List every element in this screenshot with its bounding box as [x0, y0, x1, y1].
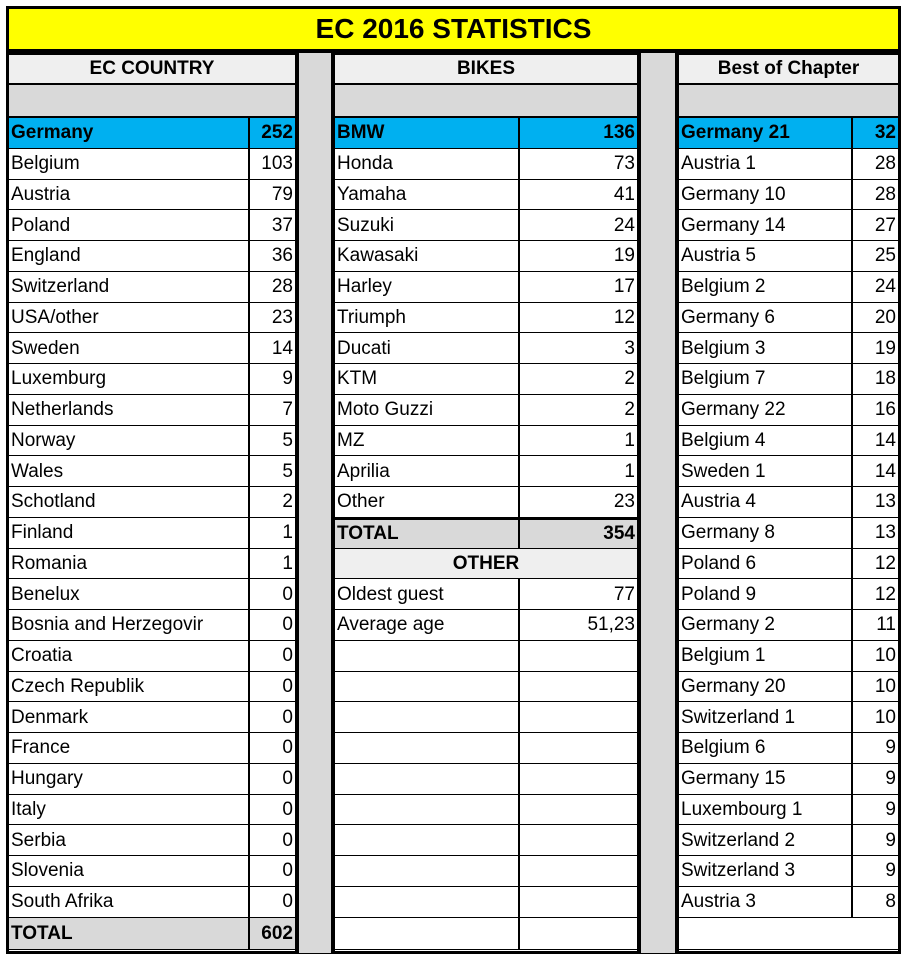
- country-count-cell: 0: [249, 609, 298, 641]
- chapter-name-cell: Germany 20: [676, 671, 852, 703]
- country-count-cell: 23: [249, 302, 298, 334]
- chapter-score-cell: 25: [852, 240, 901, 272]
- chapter-score-cell: 27: [852, 209, 901, 241]
- country-count-cell: 79: [249, 179, 298, 211]
- best-column-header: Best of Chapter: [676, 52, 901, 84]
- chapter-score-cell: 13: [852, 486, 901, 518]
- country-count-cell: 37: [249, 209, 298, 241]
- other-label-cell: Average age: [332, 609, 519, 641]
- chapter-name-cell: Germany 14: [676, 209, 852, 241]
- bike-count-cell: 136: [519, 117, 640, 149]
- empty-cell: [519, 671, 640, 703]
- bike-count-cell: 41: [519, 179, 640, 211]
- country-count-cell: 7: [249, 394, 298, 426]
- empty-cell: [332, 917, 519, 951]
- empty-cell: [332, 732, 519, 764]
- country-count-cell: 14: [249, 332, 298, 364]
- country-name-cell: Benelux: [6, 578, 249, 610]
- bike-brand-cell: Yamaha: [332, 179, 519, 211]
- bike-brand-cell: Moto Guzzi: [332, 394, 519, 426]
- chapter-name-cell: Germany 10: [676, 179, 852, 211]
- country-name-cell: Luxemburg: [6, 363, 249, 395]
- country-name-cell: Bosnia and Herzegovir: [6, 609, 249, 641]
- chapter-score-cell: 11: [852, 609, 901, 641]
- country-name-cell: Norway: [6, 425, 249, 457]
- chapter-score-cell: 24: [852, 271, 901, 303]
- chapter-score-cell: 9: [852, 763, 901, 795]
- chapter-score-cell: 28: [852, 179, 901, 211]
- bikes-total-value: 354: [519, 517, 640, 549]
- empty-cell: [332, 886, 519, 918]
- country-name-cell: Romania: [6, 548, 249, 580]
- country-name-cell: Hungary: [6, 763, 249, 795]
- country-count-cell: 0: [249, 732, 298, 764]
- country-name-cell: Germany: [6, 117, 249, 149]
- country-name-cell: Poland: [6, 209, 249, 241]
- country-name-cell: South Afrika: [6, 886, 249, 918]
- bike-brand-cell: Ducati: [332, 332, 519, 364]
- chapter-score-cell: 8: [852, 886, 901, 918]
- country-count-cell: 0: [249, 763, 298, 795]
- empty-cell: [519, 640, 640, 672]
- bike-brand-cell: Honda: [332, 148, 519, 180]
- other-value-cell: 77: [519, 578, 640, 610]
- bike-brand-cell: Aprilia: [332, 455, 519, 487]
- empty-cell: [519, 855, 640, 887]
- chapter-name-cell: Austria 5: [676, 240, 852, 272]
- country-name-cell: Finland: [6, 517, 249, 549]
- column-separator: [298, 52, 332, 954]
- bike-count-cell: 24: [519, 209, 640, 241]
- chapter-score-cell: 10: [852, 640, 901, 672]
- chapter-name-cell: Switzerland 2: [676, 824, 852, 856]
- empty-cell: [332, 701, 519, 733]
- empty-cell: [519, 886, 640, 918]
- empty-cell: [519, 917, 640, 951]
- column-separator: [640, 52, 676, 954]
- bike-count-cell: 1: [519, 455, 640, 487]
- country-name-cell: Austria: [6, 179, 249, 211]
- country-name-cell: USA/other: [6, 302, 249, 334]
- bike-count-cell: 12: [519, 302, 640, 334]
- empty-cell: [519, 794, 640, 826]
- country-count-cell: 5: [249, 455, 298, 487]
- country-name-cell: France: [6, 732, 249, 764]
- country-count-cell: 0: [249, 886, 298, 918]
- bike-count-cell: 1: [519, 425, 640, 457]
- bike-brand-cell: Kawasaki: [332, 240, 519, 272]
- chapter-name-cell: Belgium 4: [676, 425, 852, 457]
- bike-count-cell: 3: [519, 332, 640, 364]
- chapter-name-cell: Switzerland 3: [676, 855, 852, 887]
- chapter-name-cell: Belgium 6: [676, 732, 852, 764]
- country-name-cell: Netherlands: [6, 394, 249, 426]
- country-count-cell: 252: [249, 117, 298, 149]
- country-count-cell: 1: [249, 517, 298, 549]
- chapter-score-cell: 9: [852, 824, 901, 856]
- country-name-cell: Wales: [6, 455, 249, 487]
- bike-brand-cell: Suzuki: [332, 209, 519, 241]
- chapter-score-cell: 16: [852, 394, 901, 426]
- chapter-score-cell: 9: [852, 732, 901, 764]
- bike-count-cell: 2: [519, 363, 640, 395]
- country-count-cell: 103: [249, 148, 298, 180]
- bike-brand-cell: Triumph: [332, 302, 519, 334]
- chapter-score-cell: 28: [852, 148, 901, 180]
- chapter-name-cell: Austria 4: [676, 486, 852, 518]
- bike-brand-cell: KTM: [332, 363, 519, 395]
- country-column-header: EC COUNTRY: [6, 52, 298, 84]
- chapter-score-cell: 19: [852, 332, 901, 364]
- country-count-cell: 0: [249, 701, 298, 733]
- chapter-name-cell: Germany 2: [676, 609, 852, 641]
- sheet-title: EC 2016 STATISTICS: [6, 6, 901, 52]
- empty-cell: [332, 855, 519, 887]
- empty-cell: [332, 794, 519, 826]
- empty-cell: [332, 763, 519, 795]
- chapter-name-cell: Belgium 7: [676, 363, 852, 395]
- bikes-total-label: TOTAL: [332, 517, 519, 549]
- empty-cell: [519, 763, 640, 795]
- chapter-score-cell: 13: [852, 517, 901, 549]
- bike-brand-cell: Harley: [332, 271, 519, 303]
- chapter-score-cell: 32: [852, 117, 901, 149]
- country-name-cell: Serbia: [6, 824, 249, 856]
- country-count-cell: 0: [249, 640, 298, 672]
- chapter-name-cell: Germany 6: [676, 302, 852, 334]
- chapter-score-cell: 18: [852, 363, 901, 395]
- chapter-name-cell: Poland 6: [676, 548, 852, 580]
- bike-brand-cell: BMW: [332, 117, 519, 149]
- chapter-name-cell: Poland 9: [676, 578, 852, 610]
- chapter-name-cell: Germany 22: [676, 394, 852, 426]
- country-count-cell: 36: [249, 240, 298, 272]
- country-count-cell: 0: [249, 671, 298, 703]
- chapter-name-cell: Belgium 1: [676, 640, 852, 672]
- empty-cell: [676, 917, 901, 951]
- country-name-cell: Sweden: [6, 332, 249, 364]
- chapter-name-cell: Germany 8: [676, 517, 852, 549]
- chapter-score-cell: 14: [852, 455, 901, 487]
- country-name-cell: Czech Republik: [6, 671, 249, 703]
- chapter-name-cell: Austria 3: [676, 886, 852, 918]
- country-count-cell: 0: [249, 855, 298, 887]
- country-count-cell: 0: [249, 794, 298, 826]
- country-spacer-row: [6, 84, 298, 117]
- country-name-cell: Schotland: [6, 486, 249, 518]
- chapter-name-cell: Germany 21: [676, 117, 852, 149]
- other-value-cell: 51,23: [519, 609, 640, 641]
- empty-cell: [332, 671, 519, 703]
- empty-cell: [519, 701, 640, 733]
- chapter-name-cell: Luxembourg 1: [676, 794, 852, 826]
- country-name-cell: Belgium: [6, 148, 249, 180]
- best-spacer-row: [676, 84, 901, 117]
- chapter-name-cell: Austria 1: [676, 148, 852, 180]
- country-total-value: 602: [249, 917, 298, 951]
- other-label-cell: Oldest guest: [332, 578, 519, 610]
- chapter-name-cell: Belgium 2: [676, 271, 852, 303]
- chapter-score-cell: 10: [852, 671, 901, 703]
- chapter-name-cell: Sweden 1: [676, 455, 852, 487]
- country-count-cell: 5: [249, 425, 298, 457]
- country-name-cell: Italy: [6, 794, 249, 826]
- country-count-cell: 28: [249, 271, 298, 303]
- chapter-name-cell: Belgium 3: [676, 332, 852, 364]
- bike-count-cell: 73: [519, 148, 640, 180]
- chapter-score-cell: 9: [852, 855, 901, 887]
- chapter-score-cell: 20: [852, 302, 901, 334]
- country-name-cell: Slovenia: [6, 855, 249, 887]
- empty-cell: [332, 824, 519, 856]
- chapter-score-cell: 14: [852, 425, 901, 457]
- country-name-cell: England: [6, 240, 249, 272]
- chapter-score-cell: 10: [852, 701, 901, 733]
- other-section-header: OTHER: [332, 548, 640, 580]
- empty-cell: [332, 640, 519, 672]
- country-total-label: TOTAL: [6, 917, 249, 951]
- bike-count-cell: 19: [519, 240, 640, 272]
- bike-count-cell: 2: [519, 394, 640, 426]
- country-name-cell: Croatia: [6, 640, 249, 672]
- chapter-score-cell: 12: [852, 578, 901, 610]
- bikes-spacer-row: [332, 84, 640, 117]
- country-count-cell: 0: [249, 578, 298, 610]
- bike-count-cell: 23: [519, 486, 640, 518]
- chapter-name-cell: Switzerland 1: [676, 701, 852, 733]
- bike-brand-cell: Other: [332, 486, 519, 518]
- bike-brand-cell: MZ: [332, 425, 519, 457]
- country-count-cell: 2: [249, 486, 298, 518]
- bikes-column-header: BIKES: [332, 52, 640, 84]
- country-count-cell: 9: [249, 363, 298, 395]
- bike-count-cell: 17: [519, 271, 640, 303]
- chapter-score-cell: 9: [852, 794, 901, 826]
- empty-cell: [519, 732, 640, 764]
- chapter-name-cell: Germany 15: [676, 763, 852, 795]
- country-name-cell: Switzerland: [6, 271, 249, 303]
- country-name-cell: Denmark: [6, 701, 249, 733]
- statistics-sheet: [6, 6, 901, 956]
- chapter-score-cell: 12: [852, 548, 901, 580]
- empty-cell: [519, 824, 640, 856]
- country-count-cell: 0: [249, 824, 298, 856]
- country-count-cell: 1: [249, 548, 298, 580]
